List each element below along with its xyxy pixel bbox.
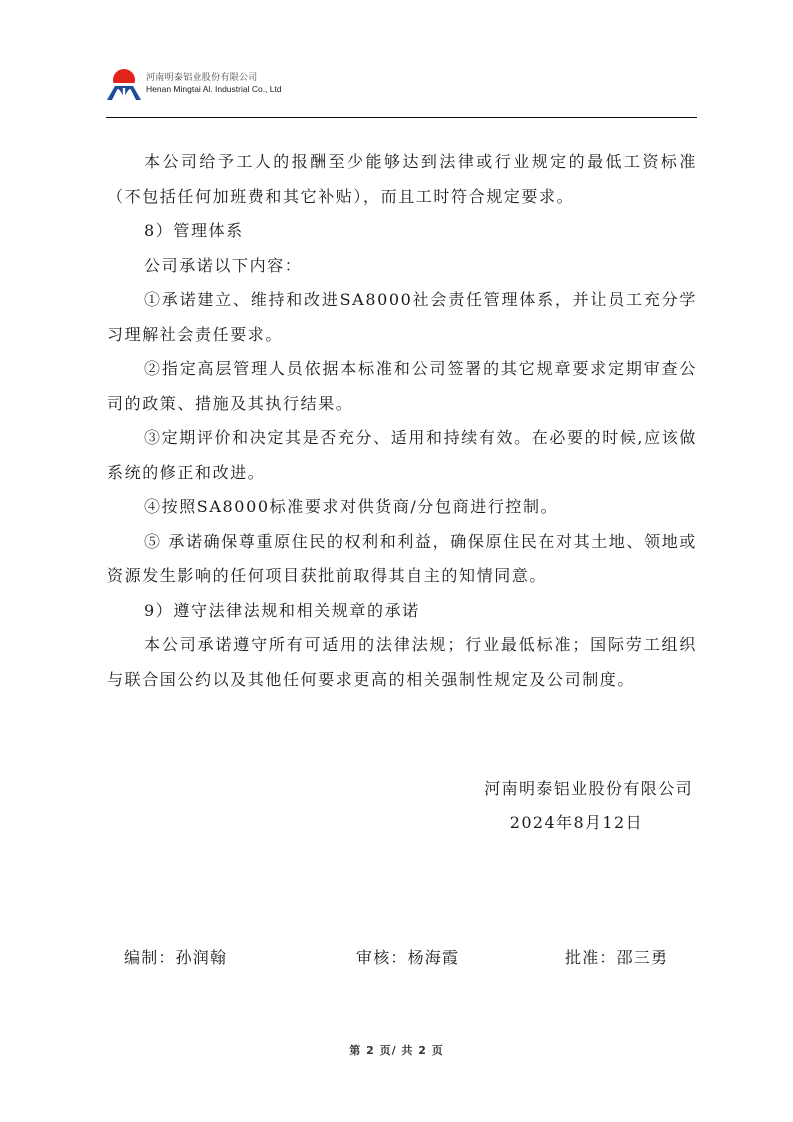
header-divider <box>106 117 697 118</box>
list-item-4: ④按照SA8000标准要求对供货商/分包商进行控制。 <box>144 497 559 516</box>
list-item-3: ③定期评价和决定其是否充分、适用和持续有效。在必要的时候,应该做系统的修正和改进。 <box>107 428 697 482</box>
signature-reviewed-by: 审核：杨海霞 <box>356 948 460 967</box>
list-item-1: ①承诺建立、维持和改进SA8000社会责任管理体系，并让员工充分学习理解社会责任要求。 <box>107 290 697 344</box>
company-name-cn: 河南明泰铝业股份有限公司 <box>146 73 258 84</box>
signoff-date: 2024年8月12日 <box>509 813 643 832</box>
signature-prepared-by: 编制：孙润翰 <box>124 948 228 967</box>
company-name-en: Henan Mingtai Al. Industrial Co., Ltd <box>146 84 282 95</box>
signoff-block <box>484 772 693 840</box>
company-name-block <box>146 73 282 95</box>
section-heading-legal-compliance: 9）遵守法律法规和相关规章的承诺 <box>144 600 420 620</box>
page-number: 第 2 页/ 共 2 页 <box>349 1044 444 1057</box>
signoff-company: 河南明泰铝业股份有限公司 <box>484 779 693 798</box>
paragraph-commitments-intro: 公司承诺以下内容： <box>144 255 303 275</box>
document-header <box>106 64 282 104</box>
document-body <box>107 145 697 697</box>
mingtai-logo-icon <box>106 67 142 101</box>
list-item-5: ⑤ 承诺确保尊重原住民的权利和利益，确保原住民在对其土地、领地或资源发生影响的任何项目获批前取得其自主的知情同意。 <box>107 531 697 585</box>
section-heading-management-system: 8）管理体系 <box>144 221 244 240</box>
signature-approved-by: 批准：邵三勇 <box>565 948 669 967</box>
paragraph-legal-compliance: 本公司承诺遵守所有可适用的法律法规；行业最低标准；国际劳工组织与联合国公约以及其他任何要求更高的相关强制性规定及公司制度。 <box>107 635 697 689</box>
paragraph-wage: 本公司给予工人的报酬至少能够达到法律或行业规定的最低工资标准（不包括任何加班费和其它补贴），而且工时符合规定要求。 <box>107 152 697 206</box>
list-item-2: ②指定高层管理人员依据本标准和公司签署的其它规章要求定期审查公司的政策、措施及其执行结果。 <box>107 359 697 413</box>
